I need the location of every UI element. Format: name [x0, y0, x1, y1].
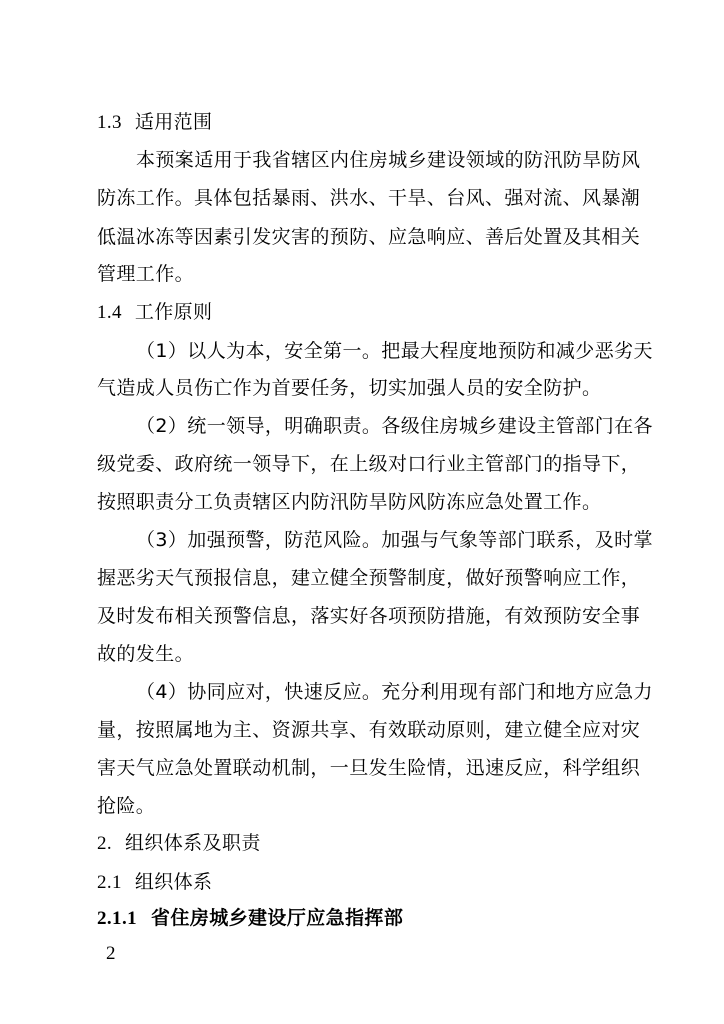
principle-3-line: （3）加强预警，防范风险。加强与气象等部门联系，及时掌: [136, 529, 653, 551]
section-title: 组织体系及职责: [124, 832, 261, 854]
principle-4-line: 量，按照属地为主、资源共享、有效联动原则，建立健全应对灾: [97, 719, 641, 741]
section-heading-2-1-1: [97, 906, 403, 931]
paragraph-line: 低温冰冻等因素引发灾害的预防、应急响应、善后处置及其相关: [97, 226, 641, 248]
principle-2-line: （2）统一领导，明确职责。各级住房城乡建设主管部门在各: [136, 415, 653, 437]
principle-4-line: （4）协同应对，快速反应。充分利用现有部门和地方应急力: [136, 681, 653, 703]
principle-4-line: 抢险。: [97, 795, 156, 817]
section-title: 省住房城乡建设厅应急指挥部: [151, 907, 404, 929]
principle-4-line: 害天气应急处置联动机制，一旦发生险情，迅速反应，科学组织: [97, 757, 641, 779]
principle-1-line: （1）以人为本，安全第一。把最大程度地预防和减少恶劣天: [136, 340, 653, 362]
section-heading-2-1: [97, 870, 212, 895]
paragraph-line: 防冻工作。具体包括暴雨、洪水、干旱、台风、强对流、风暴潮: [97, 187, 641, 209]
section-number: 2.1: [97, 872, 122, 893]
paragraph-line: 管理工作。: [97, 263, 195, 285]
principle-2-line: 按照职责分工负责辖区内防汛防旱防风防冻应急处置工作。: [97, 491, 602, 513]
principle-1-line: 气造成人员伤亡作为首要任务，切实加强人员的安全防护。: [97, 377, 602, 399]
section-heading-1-4: [97, 300, 212, 325]
principle-3-line: 故的发生。: [97, 643, 195, 665]
paragraph-line: 本预案适用于我省辖区内住房城乡建设领域的防汛防旱防风: [136, 149, 641, 171]
principle-2-line: 级党委、政府统一领导下，在上级对口行业主管部门的指导下，: [97, 453, 641, 475]
section-title: 工作原则: [134, 301, 213, 323]
page-number: 2: [106, 943, 116, 964]
section-heading-2: [97, 831, 261, 856]
principle-3-line: 握恶劣天气预报信息，建立健全预警制度，做好预警响应工作，: [97, 567, 641, 589]
section-number: 2.: [97, 833, 113, 854]
section-number: 2.1.1: [97, 908, 137, 929]
section-title: 适用范围: [134, 111, 213, 133]
section-title: 组织体系: [134, 871, 213, 893]
section-number: 1.4: [97, 302, 122, 323]
section-heading-1-3: [97, 110, 212, 135]
section-number: 1.3: [97, 112, 122, 133]
principle-3-line: 及时发布相关预警信息，落实好各项预防措施，有效预防安全事: [97, 605, 641, 627]
